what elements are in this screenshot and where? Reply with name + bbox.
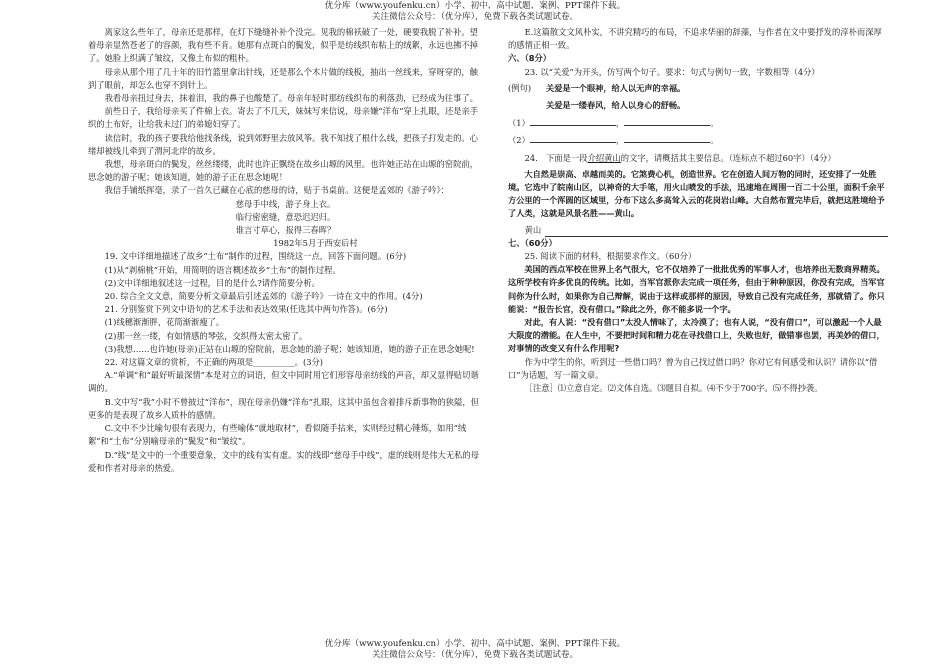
example-label: (例句) [508, 82, 532, 93]
footer-line-2: 关注微信公众号：（优分库），免费下载各类试题试卷。 [371, 650, 579, 660]
essay-prompt: 作为中学生的你，听到过一些借口吗？曾为自己找过借口吗？你对它有何感受和认识？请你以“借口”为话题，写一篇文章。 [508, 356, 878, 380]
poem-line: 慈母手中线，游子身上衣。 [235, 198, 336, 209]
question-19: 19. 文中详细地描述了故乡“土布”制作的过程，围绕这一点，回答下面问题。(6分) [104, 251, 407, 262]
passage-paragraph: 离家这么些年了，母亲还是那样，在灯下缝缝补补个没完。见我的棉袄破了一处，硬要我脱了补补。望着母亲显然苍老了的容颜，我有些不肯。她那有点斑白的鬓发，似乎是纺线织布粘上的绒絮，永远也拂不掉了。她脸上织满了皱纹，又像土布似的粗朴。 [88, 27, 478, 64]
section-7-heading: 七、（60分） [508, 237, 557, 248]
westpoint-passage-2: 对此，有人说：“没有借口”太没人情味了，太冷漠了；也有人说，“没有借口”，可以激起一个人最大限度的潜能。在人生中，不要把时间和精力花在寻找借口上，失败也好，做错事也罢，再美妙的借口，对事情的改变又有什么作用呢? [508, 317, 885, 354]
option-d: D.“线”是文中的一个重要意象，文中的线有实有虚。实的线即“慈母手中线”，虚的线则是伟大无私的母爱和作者对母亲的热爱。 [88, 449, 480, 473]
page-footer [0, 639, 950, 661]
passage-paragraph: 我看母亲扭过身去，抹着泪，我的鼻子也酸楚了。母亲年轻时那纺线织布的利落劲，已经成为往事了。 [104, 93, 478, 104]
answer-blank[interactable] [545, 227, 888, 237]
poem-line: 临行密密缝，意恐迟迟归。 [235, 211, 336, 222]
question-20: 20. 综合全文文意，简要分析文章最后引述孟郊的《游子吟》一诗在文中的作用。(4分) [104, 291, 423, 302]
question-19-1: (1)从“剥棉桃”开始，用简明的语言概述故乡“土布”的制作过程。 [104, 264, 341, 275]
option-c: C.文中不少比喻句很有表现力，有些喻体“就地取材”，看似随手拈来，实则经过精心锤炼，如用“绒絮”和“土布”分别喻母亲的“鬓发”和“皱纹”。 [88, 423, 467, 447]
date-place: 1982年5月于西安后村 [273, 238, 358, 249]
question-24-answer-line: 黄山 [508, 224, 888, 237]
question-22: 22. 对这篇文章的赏析，不正确的两项是__________。(3分) [104, 357, 324, 368]
passage-paragraph: 我想，母亲斑白的鬓发，丝丝缕缕，此时也许正飘绕在故乡山塬的风里。也许她正站在山塬的窑院前，思念她的游子呢；她该知道，她的游子正在思念她呢！ [88, 159, 478, 183]
header-line-1: 优分库（www.youfenku.cn）小学、初中、高中试题、案例、PPT课件下载。 [324, 1, 626, 11]
passage-paragraph: 我信手铺纸挥毫，录了一首久已藏在心底的慈母的诗，贴于书桌前。这便是孟郊的《游子吟》： [104, 185, 449, 196]
passage-paragraph: 读信时，我的孩子要我给他找条线，说到郊野里去放风筝。我不知找了根什么线，把孩子打发走的。心绪却被线儿牵到了渭河北岸的故乡。 [88, 132, 478, 156]
option-b: B.文中写“我”小时不曾披过“洋布”，现在母亲仍嫌“洋布”扎眼，这其中虽包含着排斥新事物的狭隘，但更多的是表现了故乡人质朴的感情。 [88, 396, 479, 420]
example-sentence-1: 关爱是一个眼神，给人以无声的幸福。 [546, 82, 686, 93]
poem-line: 谁言寸草心，报得三春晖？ [235, 225, 336, 236]
essay-notes: ［注意］⑴立意自定。⑵文体自选。⑶题目自拟。⑷不少于700字。⑸不得抄袭。 [524, 383, 823, 394]
question-21-3: (3)我想……也许她(母亲)正站在山塬的窑院前，思念她的游子呢；她该知道，她的游子正在思念她呢! [104, 343, 475, 354]
answer-blank[interactable] [530, 133, 616, 143]
header-line-2: 关注微信公众号：（优分库），免费下载各类试题试卷。 [371, 12, 579, 22]
page-header [0, 1, 950, 23]
westpoint-passage-1: 美国的西点军校在世界上名气很大，它不仅培养了一批批优秀的军事人才，也培养出无数商界精英。这所学校有许多优良的传统。比如，当军官派你去完成一项任务，但由于种种原因，你没有完成，当军官问你为什么时，如果你为自己辩解，说由于这样或那样的原因，导致自己没有完成任务，那就错了。你只能说：“报告长官，没有借口。”除此之外，你不能多说一个字。 [508, 264, 885, 314]
example-sentence-row [508, 82, 888, 95]
section-6-heading: 六、（8分） [508, 53, 552, 64]
answer-line-2: （2） ， 。 [508, 135, 719, 146]
question-25: 25. 阅读下面的材料，根据要求作文。（60分） [524, 251, 697, 262]
question-19-2: (2)文中详细地叙述这一过程，目的是什么?请作简要分析。 [104, 277, 320, 288]
answer-line-1: （1） ， 。 [508, 118, 719, 129]
question-24: 24. 下面是一段介绍黄山的文字，请概括其主要信息。（连标点不超过60字）（4分） [524, 152, 836, 163]
option-e: E.这篇散文文风朴实，不讲究精巧的布局，不追求华丽的辞藻，与作者在文中要抒发的淳朴而深厚的感情正相一致。 [508, 27, 882, 51]
question-21-1: (1)线穗渐渐胖，花筒渐渐瘦了。 [104, 317, 225, 328]
answer-blank[interactable] [624, 116, 710, 126]
question-23: 23. 以“关爱”为开头，仿写两个句子。要求：句式与例句一致，字数相等（4分） [524, 66, 820, 77]
answer-blank[interactable] [624, 133, 710, 143]
left-column [88, 26, 483, 475]
option-a: A.“单调”和“最好听最深情”本是对立的词语，但文中同时用它们形容母亲纺线的声音，却又显得贴切谐调的。 [88, 370, 479, 394]
question-21: 21. 分别鉴赏下列文中语句的艺术手法和表达效果(任选其中两句作答)。(6分) [104, 304, 388, 315]
right-column [508, 26, 888, 395]
example-sentence-row [508, 99, 888, 112]
passage-paragraph: 前些日子，我给母亲买了件棉上衣。寄去了不几天，妹妹写来信说，母亲嫌“洋布”穿上扎眼，还是亲手织的土布好，让给我未过门的弟媳妇穿了。 [88, 106, 479, 130]
example-sentence-2: 关爱是一缕春风，给人以身心的舒畅。 [546, 100, 686, 111]
answer-blank[interactable] [530, 116, 616, 126]
footer-line-1: 优分库（www.youfenku.cn）小学、初中、高中试题、案例、PPT课件下载。 [324, 639, 626, 649]
question-21-2: (2)那一丝一缕，有如情感的琴弦，交织得太密太密了。 [104, 330, 308, 341]
huangshan-passage: 大自然是崇高、卓越而美的。它煞费心机，创造世界。它在创造人间万物的同时，还安排了一处胜境。它选中了皖南山区，以神奇的大手笔，用火山喷发的手法，迅速地在周围一百二十公里，面积千余平方公里的一个浑圆的区域里，分布下这么多高耸入云的花岗岩山峰。大自然布置完毕后，就把这胜境给予了人类，这就是风景名胜——黄山。 [508, 168, 885, 219]
passage-paragraph: 母亲从那个用了几十年的旧竹篮里拿出针线，还是那么个木片做的线板，抽出一丝线来，穿呀穿的，触到了眼前，却怎么也穿不到针上。 [88, 66, 478, 90]
